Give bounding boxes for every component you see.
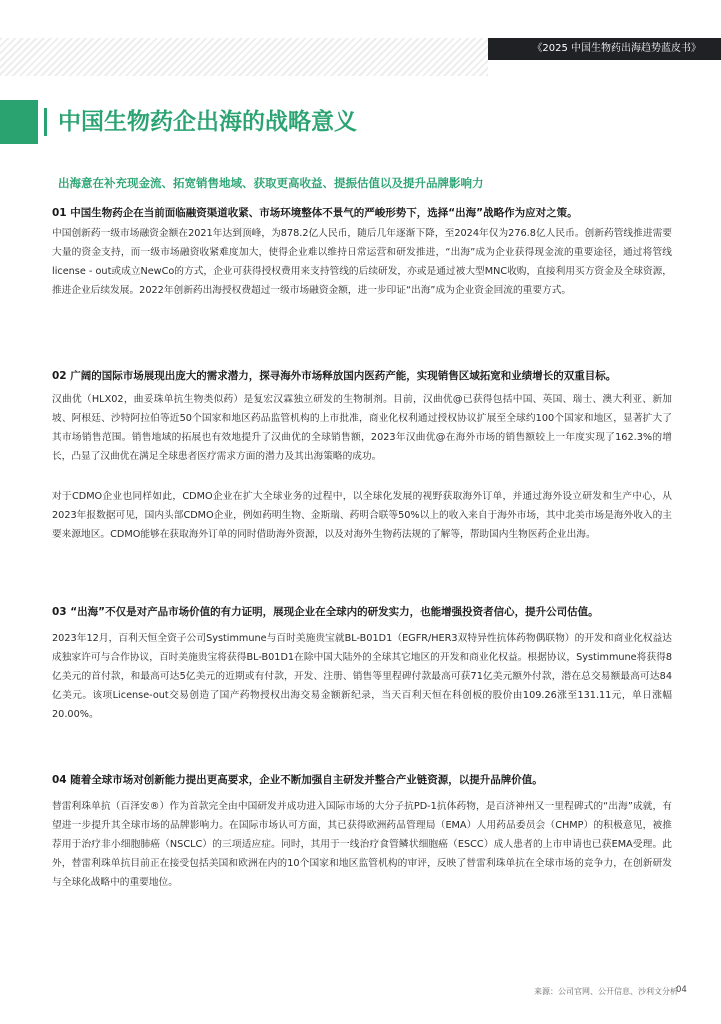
title-divider (44, 108, 47, 136)
title-accent-bar (0, 100, 38, 144)
page-number: 04 (676, 985, 687, 995)
source-note: 来源：公司官网、公开信息、沙利文分析 (534, 987, 678, 996)
page-subtitle: 出海意在补充现金流、拓宽销售地域、获取更高收益、提振估值以及提升品牌影响力 (58, 176, 484, 190)
section-heading-01: 01 中国生物药企在当前面临融资渠道收紧、市场环境整体不景气的严峻形势下，选择“出海”战略作为应对之策。 (52, 207, 578, 219)
section-heading-03: 03 “出海”不仅是对产品市场价值的有力证明，展现企业在全球内的研发实力，也能增强投资者信心，提升公司估值。 (52, 606, 599, 618)
section-heading-02: 02 广阔的国际市场展现出庞大的需求潜力，探寻海外市场释放国内医药产能，实现销售区域拓宽和业绩增长的双重目标。 (52, 370, 617, 382)
section-04-paragraph: 替雷利珠单抗（百泽安®）作为首款完全由中国研发并成功进入国际市场的大分子抗PD-1抗体药物，是百济神州又一里程碑式的“出海”成就，有望进一步提升其全球市场的品牌影响力。在国际市场认可方面，其已获得欧洲药品管理局（EMA）人用药品委员会（CHMP）的积极意见，被推荐用于治疗非小细胞肺癌（NSCLC）的三项适应症。同时，其用于一线治疗食管鳞状细胞癌（ESCC）成人患者的上市申请也已获EMA受理。此外，替雷利珠单抗目前正在接受包括美国和欧洲在内的10个国家和地区监管机构的审评，反映了替雷利珠单抗在全球市场的竞争力，在创新研发与全球化战略中的重要地位。 (52, 801, 672, 889)
section-02-paragraph-1: 汉曲优（HLX02，曲妥珠单抗生物类似药）是复宏汉霖独立研发的生物制剂。目前，汉曲优@已获得包括中国、英国、瑞士、澳大利亚、新加坡、阿根廷、沙特阿拉伯等近50个国家和地区药品监管机构的上市批准，商业化权利通过授权协议扩展至全球约100个国家和地区，显著扩大了其市场销售范围。销售地域的拓展也有效地提升了汉曲优的全球销售额，2023年汉曲优@在海外市场的销售额较上一年度实现了162.3%的增长，凸显了汉曲优在满足全球患者医疗需求方面的潜力及其出海策略的成功。 (52, 394, 672, 463)
section-02-paragraph-2: 对于CDMO企业也同样如此，CDMO企业在扩大全球业务的过程中，以全球化发展的视野获取海外订单，并通过海外设立研发和生产中心，从2023年报数据可见，国内头部CDMO企业，例如药明生物、金斯瑞、药明合联等50%以上的收入来自于海外市场，其中北美市场是海外收入的主要来源地区。CDMO能够在获取海外订单的同时借助海外资源，以及对海外生物药法规的了解等，帮助国内生物医药企业出海。 (52, 491, 672, 541)
section-03-paragraph: 2023年12月，百利天恒全资子公司Systimmune与百时美施贵宝就BL-B01D1（EGFR/HER3双特异性抗体药物偶联物）的开发和商业化权益达成独家许可与合作协议，百时美施贵宝将获得BL-B01D1在除中国大陆外的全球其它地区的开发和商业化权益。根据协议，Systimmune将获得8亿美元的首付款，和最高可达5亿美元的近期或有付款，开发、注册、销售等里程碑付款最高可获71亿美元额外付款，潜在总交易额最高可达84亿美元。该项License-out交易创造了国产药物授权出海交易金额新纪录，当天百利天恒在科创板的股价由109.26涨至131.11元，单日涨幅20.00%。 (52, 633, 672, 721)
report-banner (488, 38, 721, 60)
report-title: 《2025 中国生物药出海趋势蓝皮书》 (532, 43, 701, 54)
page-title: 中国生物药企出海的战略意义 (58, 109, 357, 135)
decorative-stripes (0, 38, 488, 76)
section-01-paragraph: 中国创新药一级市场融资金额在2021年达到顶峰，为878.2亿人民币，随后几年逐渐下降，至2024年仅为276.8亿人民币。创新药管线推进需要大量的资金支持，而一级市场融资收紧难度加大，使得企业难以维持日常运营和研发推进，“出海”成为企业获得现金流的重要途径，通过将管线license - out或成立NewCo的方式，企业可获得授权费用来支持管线的后续研发，亦或是通过被大型MNC收购，直接利用买方资金及全球资源，推进企业后续发展。2022年创新药出海授权费超过一级市场融资金额，进一步印证“出海”成为企业资金回流的重要方式。 (52, 228, 672, 297)
section-heading-04: 04 随着全球市场对创新能力提出更高要求，企业不断加强自主研发并整合产业链资源，以提升品牌价值。 (52, 774, 543, 786)
